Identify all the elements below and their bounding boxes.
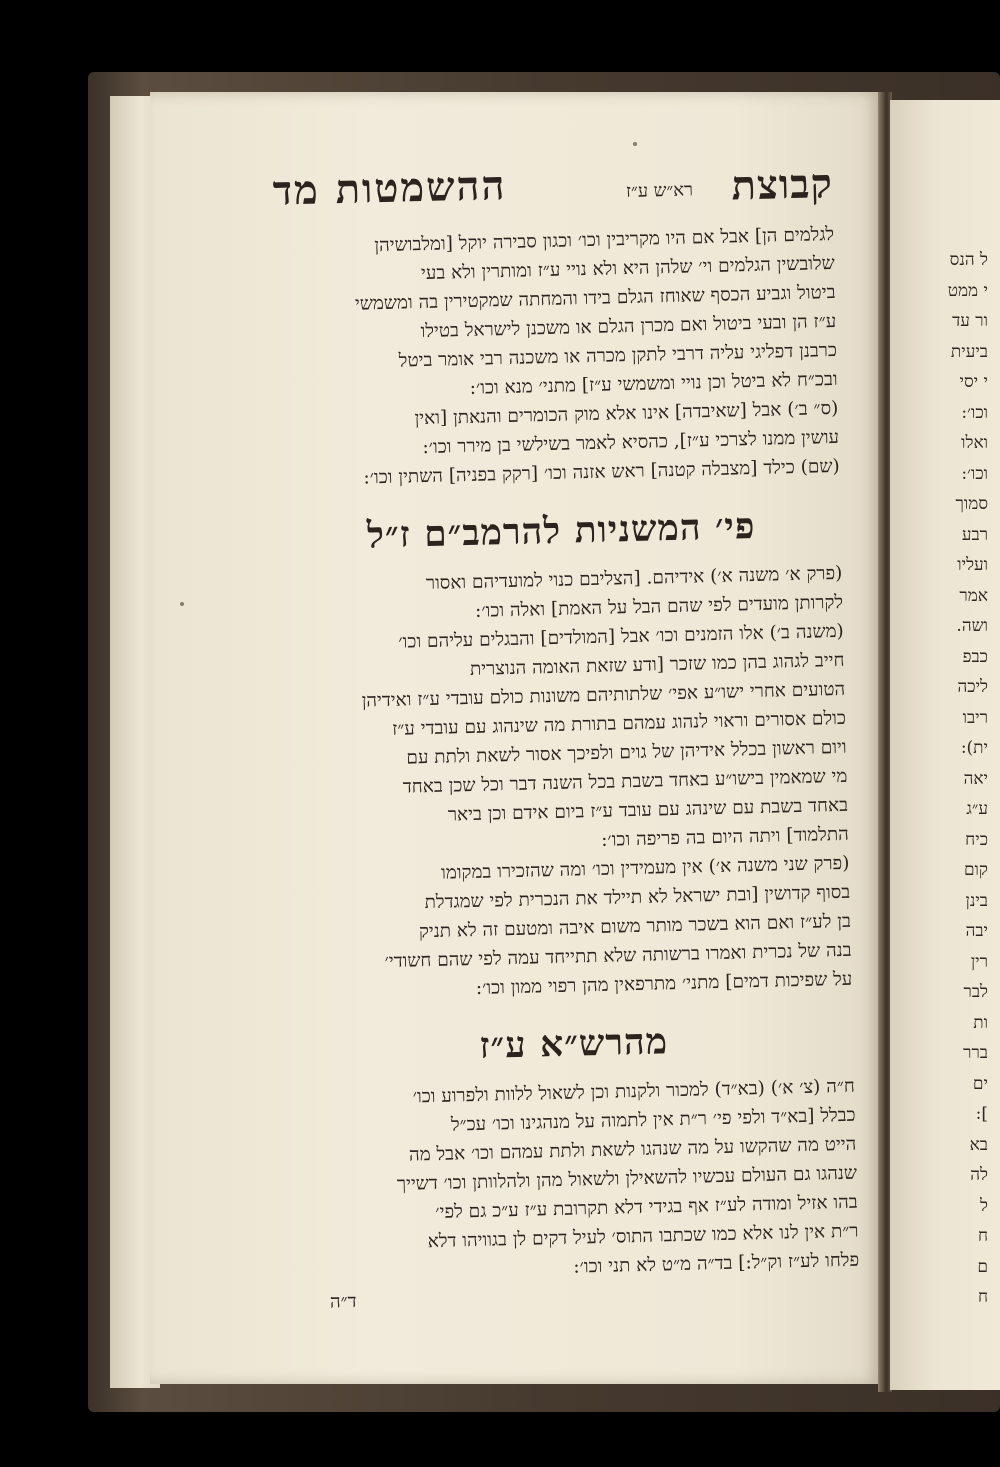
text-line: ובכ״ח לא ביטל וכן נויי ומשמשי ע״ז] מתני׳ מנא וכו׳: [469,368,838,399]
catchword: ד״ה [329,1290,357,1313]
text-line: עושין ממנו לצרכי ע״ז], כהסיא לאמר בשילשי בן מירר וכו׳: [422,426,840,459]
right-page-fragment: י יסי [959,372,988,392]
right-page-fragment: אמר [959,585,988,606]
right-page-fragment: לבר [963,982,988,1002]
right-page-fragment: יבה [965,921,988,941]
right-page-fragment: ח [977,1226,988,1246]
right-page-fragment: כיח [965,829,988,850]
text-line: לגלמים הן] אבל אם היו מקריבין וכו׳ וכגון סבירה יוקל [ומלבושיהן [374,223,835,257]
right-page-fragment: וכו׳: [961,402,988,423]
right-page-fragment: ע״ג [966,799,988,819]
text-line: (פרק שני משנה א׳) אין מעמידין וכו׳ ומה שהזכירו במקומו [440,852,850,884]
text-line: בסוף קדושין [ובת ישראל לא תיילד את הנכרית לפי שמגדלת [424,881,851,914]
section-title-rambam: פי׳ המשניות להרמב״ם ז״ל [366,504,756,557]
right-page-fragment: רין [970,951,988,972]
right-page-fragment: ור עד [952,311,988,331]
right-page-fragment: ושה. [956,616,988,636]
text-line: שלובשין הגלמים וי׳ שלהן היא ולא נויי ע״ז ומותרין ולא בעי [420,252,836,285]
right-page-fragment: ריבו [962,707,988,728]
text-block-1 [274,220,840,495]
right-page-fragment: ות [973,1012,988,1033]
text-line: על שפיכות דמים] מתני׳ מתרפאין מהן רפוי ממון וכו׳: [475,968,853,999]
right-page-fragment: בינן [965,890,988,911]
right-page-fragment: י ממט [947,280,988,301]
right-page [890,100,1000,1390]
text-line: ויום ראשון בכלל אידיהן של גוים ולפיכך אסור לשאת ולתת עם [406,736,847,769]
header-right: קבוצת [730,159,834,210]
right-page-fragment: ית): [960,738,988,758]
text-line: ח״ה (צ׳ א׳) (בא״ד) למכור ולקנות וכן לשאול ללוות ולפרוע וכו׳ [412,1075,856,1108]
text-line: חייב לגהוג בהן כמו שזכר [ודע שזאת האומה הנוצרית [469,649,845,680]
text-line: הטועים אחרי ישו״ע אפי׳ שלתותיהם משונות כולם עובדי ע״ז ואידיהן [361,678,846,712]
right-page-fragment: ואלו [961,433,988,453]
text-line: (שם) כילד [מצבלה קטנה] ראש אזנה וכו׳ [רקק בפניה] השתין וכו׳: [363,455,840,489]
paper-speck [180,602,184,606]
right-page-fragment: וכו׳: [961,463,988,484]
right-page-fragment: ]: [975,1104,988,1124]
right-page-fragment: ח [977,1287,988,1307]
text-line: ר״ת אין לנו אלא כמו שכתבו התוס׳ לעיל דקים לן בגוויהו דלא [427,1220,859,1253]
right-page-fragment: ועליו [957,555,988,575]
right-page-fragment: רבע [961,524,988,545]
right-page-fragment: קום [963,860,988,880]
right-page-fragment: ל הנס [949,250,988,270]
right-page-fragment: ביעית [950,341,988,362]
text-line: התלמוד] ויתה היום בה פריפה וכו׳: [600,823,849,851]
page-content [272,150,860,1313]
right-page-fragment: יאה [963,768,988,789]
text-line: מי שמאמין בישו״ע באחד בשבת בכל השנה דבר וכל שכן באחד [402,765,848,798]
text-line: הייט מה שהקשו על מה שנהגו לשאת ולתת עמהם וכו׳ אבל מה [408,1133,857,1166]
text-line: לקרותן מועדים לפי שהם הבל על האמת] ואלה וכו׳: [474,591,844,622]
running-header [272,150,834,234]
text-line: בנה של נכרית ואמרו ברשותה שלא תתייחד עמה לפי שהם חשודי׳ [384,939,852,973]
right-page-fragment: ברר [963,1043,988,1063]
text-line: בן לע״ז ואם הוא בשכר מותר משום איבה ומטעם זה לא תניק [418,910,852,943]
right-page-fragment: כבפ [962,646,988,667]
paper-speck [633,142,637,146]
text-line: באחד בשבת עם שינהג עם עובד ע״ז ביום אידם וכן ביאר [447,794,849,826]
right-page-fragment: סמוך [955,494,988,514]
text-line: פלחו לע״ז וק״ל:] בד״ה מ״ט לא תני וכו׳: [573,1249,860,1278]
text-line: כבלל [בא״ד ולפי פי׳ ר״ת אין לתמוה על מנהגינו וכו׳ עכ״ל [450,1104,856,1136]
text-line: (פרק א׳ משנה א׳) אידיהם. [הצליבם כנוי למועדיהם ואסור [425,562,843,595]
header-middle: רא״ש ע״ז [625,179,694,203]
text-line: שנהגו גם העולם עכשיו להשאילן ולשאול מהן ולהלוותן וכו׳ דשייך [396,1162,858,1195]
text-line: ע״ז הן ובעי ביטול ואם מכרן הגלם או משכנן לישראל בטילו [420,310,837,343]
section-title-maharsha: מהרש״א ע״ז [478,1020,669,1067]
text-line: (משנה ב׳) אלו הזמנים וכו׳ אבל [המולדים] והבגלים עליהם וכו׳ [398,620,845,653]
text-block-2 [282,559,852,1008]
right-page-fragment: ליכה [957,677,988,697]
right-page-fragment: לה [970,1165,988,1185]
text-block-3 [295,1072,860,1289]
right-page-fragment: ים [972,1073,988,1094]
right-page-fragment: בא [969,1134,988,1155]
header-left: ההשמטות מד [272,161,508,215]
text-line: כולם אסורים וראוי לנהוג עמהם בתורת מה שינהוג עם עובדי ע״ז [391,707,847,740]
text-line: כרבנן דפליגי עליה דרבי לתקן מכרה או משכנה רבי אומר ביטל [398,339,838,372]
text-line: (ס״ ב׳) אבל [שאיבדה] אינו אלא מוק הכומרים והנאתן [ואין [414,397,839,430]
right-page-fragment: ל [980,1195,988,1216]
right-page-fragment: ם [977,1256,988,1277]
text-line: בהו אזיל ומודה לע״ז אף בגידי דלא תקרובת ע״ז ע״כ גם לפי׳ [435,1191,858,1224]
text-line: ביטול וגביע הכסף שאוחז הגלם בידו והמחתה שמקטירין בה ומשמשי [354,281,836,315]
